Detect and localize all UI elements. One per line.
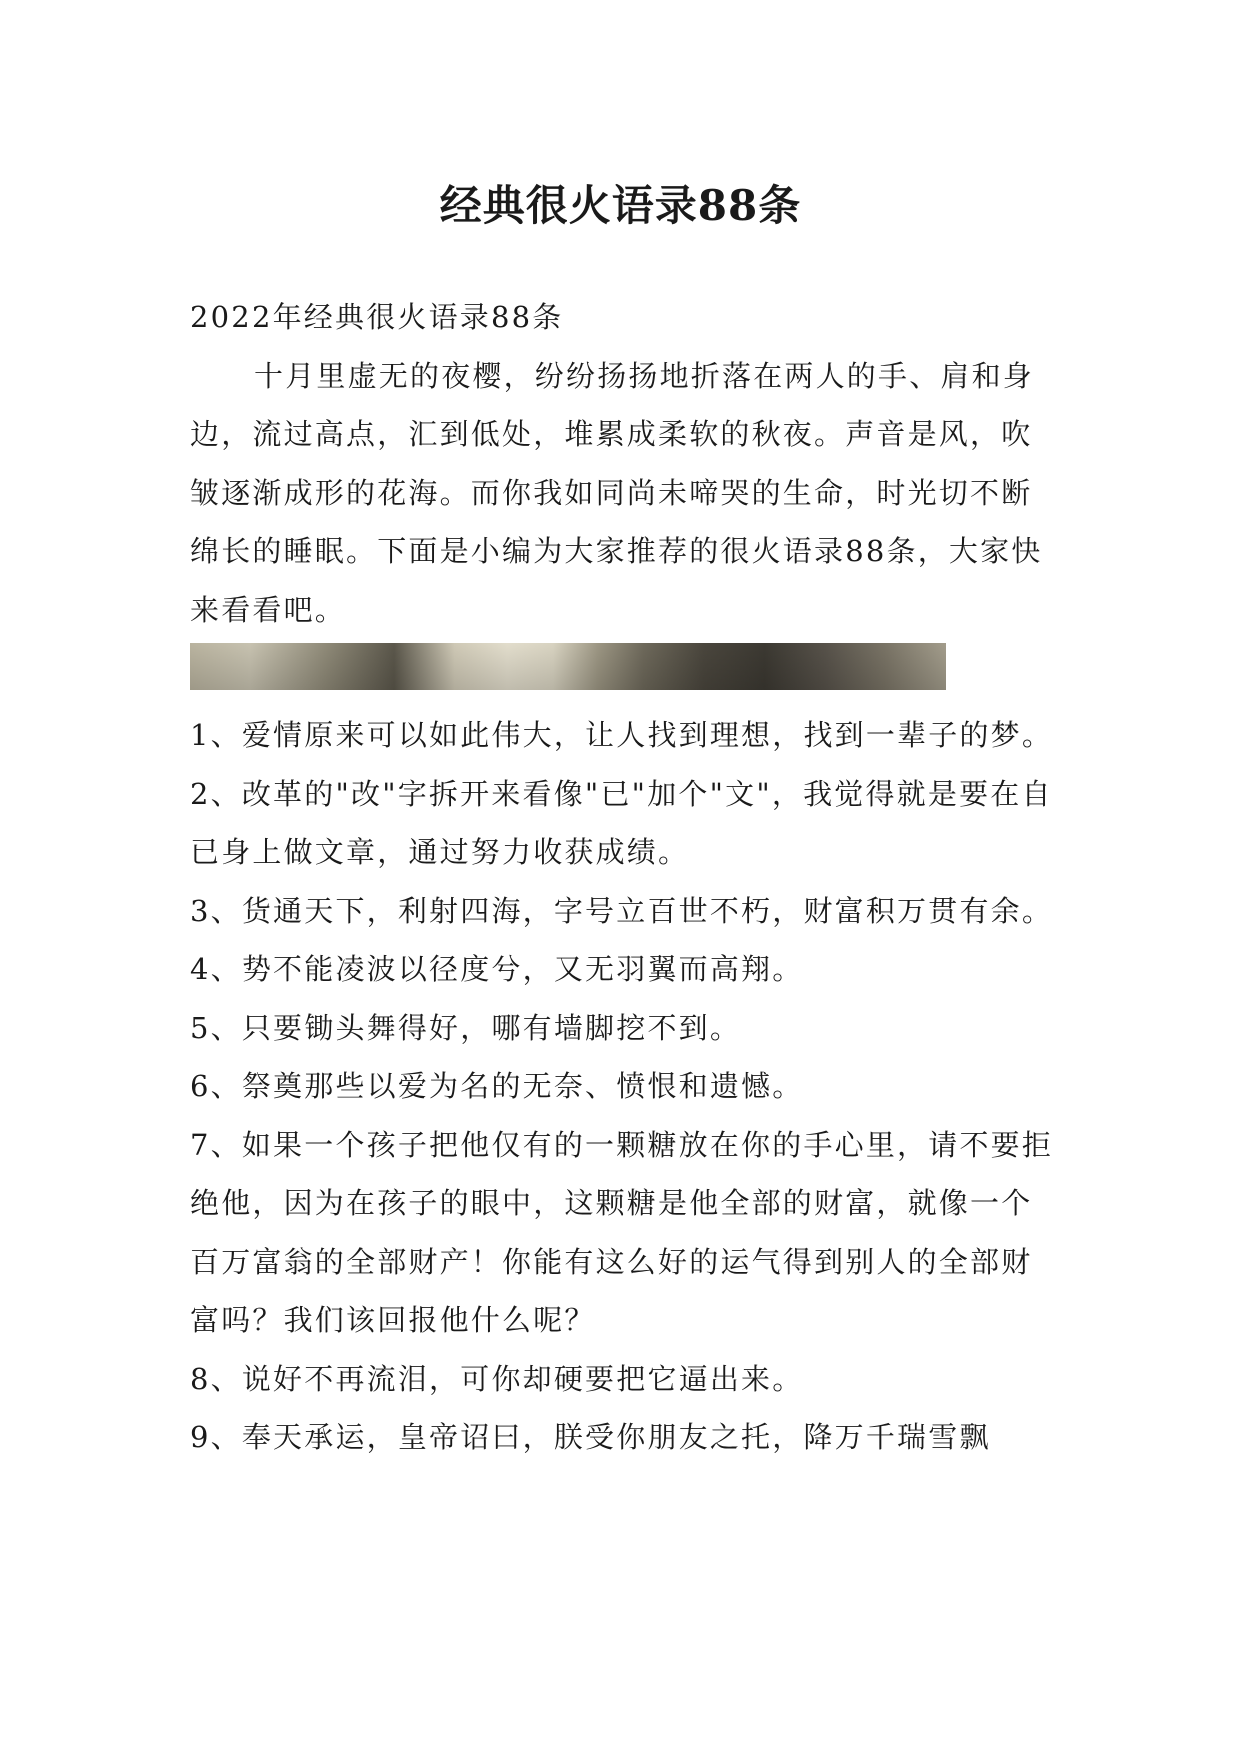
intro-paragraph: 十月里虚无的夜樱，纷纷扬扬地折落在两人的手、肩和身边，流过高点，汇到低处，堆累成柔软的秋夜。声音是风，吹皱逐渐成形的花海。而你我如同尚未啼哭的生命，时光切不断绵长的睡眠。下面是小编为大家推荐的很火语录88条，大家快来看看吧。 xyxy=(190,358,1043,627)
list-item: 3、货通天下，利射四海，字号立百世不朽，财富积万贯有余。 xyxy=(190,893,1054,928)
list-item: 4、势不能凌波以径度兮，又无羽翼而高翔。 xyxy=(190,952,804,986)
page-title: 经典很火语录88条 xyxy=(439,181,802,231)
cropped-photo xyxy=(190,643,946,690)
list-item: 2、改革的"改"字拆开来看像"已"加个"文"，我觉得就是要在自已身上做文章，通过努力收获成绩。 xyxy=(190,776,1053,869)
document-subtitle: 2022年经典很火语录88条 xyxy=(190,300,564,334)
list-item: 7、如果一个孩子把他仅有的一颗糖放在你的手心里，请不要拒绝他，因为在孩子的眼中，这颗糖是他全部的财富，就像一个百万富翁的全部财产！你能有这么好的运气得到别人的全部财富吗？我们该回报他什么呢？ xyxy=(190,1127,1054,1337)
list-item: 1、爱情原来可以如此伟大，让人找到理想，找到一辈子的梦。 xyxy=(190,718,1054,752)
list-item: 8、说好不再流泪，可你却硬要把它逼出来。 xyxy=(190,1361,804,1396)
list-item: 9、奉天承运，皇帝诏曰，朕受你朋友之托，降万千瑞雪飘 xyxy=(190,1420,991,1454)
list-item: 5、只要锄头舞得好，哪有墙脚挖不到。 xyxy=(190,1010,742,1045)
document-body xyxy=(190,288,1060,1467)
list-item: 6、祭奠那些以爱为名的无奈、愤恨和遗憾。 xyxy=(190,1069,804,1103)
